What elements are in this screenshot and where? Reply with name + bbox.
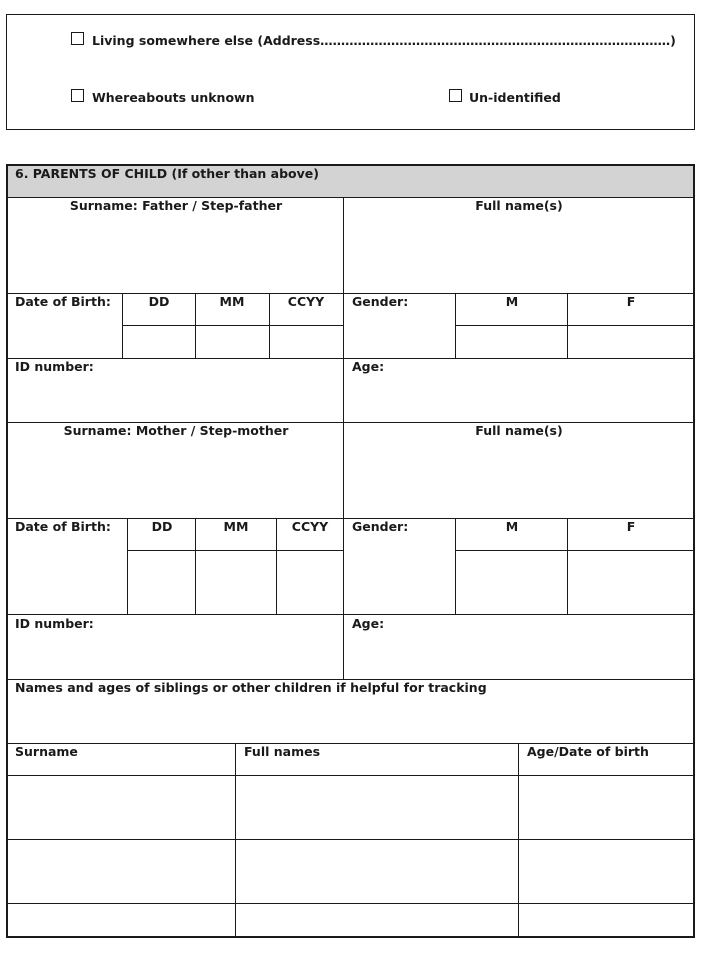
father-gender-f-field[interactable] bbox=[569, 327, 692, 357]
father-gender-m-field[interactable] bbox=[457, 327, 566, 357]
mother-gender-f-field[interactable] bbox=[569, 552, 692, 613]
mother-surname-label: Surname: Mother / Step-mother bbox=[63, 423, 289, 438]
mother-dob-ccyy-field[interactable] bbox=[278, 552, 342, 613]
mother-fullname-field[interactable] bbox=[345, 440, 692, 517]
mother-dob-ccyy: CCYY bbox=[291, 519, 329, 534]
section-title: 6. PARENTS OF CHILD (If other than above) bbox=[15, 166, 319, 181]
father-id-field[interactable] bbox=[8, 376, 342, 421]
father-fullname-label: Full name(s) bbox=[475, 198, 563, 213]
father-dob-ccyy-field[interactable] bbox=[271, 327, 342, 357]
father-dob-mm-field[interactable] bbox=[197, 327, 268, 357]
mother-gender-m-field[interactable] bbox=[457, 552, 566, 613]
whereabouts-unknown-label: Whereabouts unknown bbox=[92, 90, 255, 105]
mother-age-label: Age: bbox=[352, 616, 385, 631]
father-dob-dd: DD bbox=[148, 294, 170, 309]
mother-dob-dd: DD bbox=[151, 519, 173, 534]
mother-dob-mm-field[interactable] bbox=[197, 552, 275, 613]
father-dob-ccyy: CCYY bbox=[287, 294, 325, 309]
top-address-box bbox=[6, 14, 695, 130]
whereabouts-unknown-checkbox[interactable] bbox=[71, 89, 84, 102]
father-age-label: Age: bbox=[352, 359, 385, 374]
father-dob-mm: MM bbox=[219, 294, 245, 309]
mother-dob-mm: MM bbox=[223, 519, 249, 534]
living-elsewhere-label: Living somewhere else (Address…………………………………………………………………………) bbox=[92, 33, 676, 48]
father-gender-label: Gender: bbox=[352, 294, 409, 309]
father-surname-label: Surname: Father / Step-father bbox=[69, 198, 283, 213]
father-id-label: ID number: bbox=[15, 359, 94, 374]
mother-surname-field[interactable] bbox=[8, 440, 342, 517]
father-surname-field[interactable] bbox=[8, 215, 342, 292]
living-elsewhere-checkbox[interactable] bbox=[71, 32, 84, 45]
siblings-label: Names and ages of siblings or other children if helpful for tracking bbox=[15, 680, 487, 695]
father-age-field[interactable] bbox=[345, 376, 692, 421]
table-row[interactable] bbox=[8, 777, 692, 838]
mother-fullname-label: Full name(s) bbox=[475, 423, 563, 438]
mother-id-label: ID number: bbox=[15, 616, 94, 631]
table-row[interactable] bbox=[8, 841, 692, 902]
mother-id-field[interactable] bbox=[8, 633, 342, 678]
siblings-field[interactable] bbox=[8, 697, 692, 742]
father-fullname-field[interactable] bbox=[345, 215, 692, 292]
table-row[interactable] bbox=[8, 905, 692, 935]
father-gender-m: M bbox=[505, 294, 519, 309]
mother-dob-dd-field[interactable] bbox=[129, 552, 194, 613]
mother-gender-m: M bbox=[505, 519, 519, 534]
table-header-full-names: Full names bbox=[244, 744, 321, 759]
mother-gender-f: F bbox=[626, 519, 636, 534]
father-gender-f: F bbox=[626, 294, 636, 309]
table-header-surname: Surname bbox=[15, 744, 78, 759]
mother-dob-label: Date of Birth: bbox=[15, 519, 111, 534]
table-header-age-dob: Age/Date of birth bbox=[527, 744, 649, 759]
unidentified-label: Un-identified bbox=[469, 90, 561, 105]
mother-gender-label: Gender: bbox=[352, 519, 409, 534]
mother-age-field[interactable] bbox=[345, 633, 692, 678]
unidentified-checkbox[interactable] bbox=[449, 89, 462, 102]
father-dob-label: Date of Birth: bbox=[15, 294, 111, 309]
father-dob-dd-field[interactable] bbox=[124, 327, 194, 357]
